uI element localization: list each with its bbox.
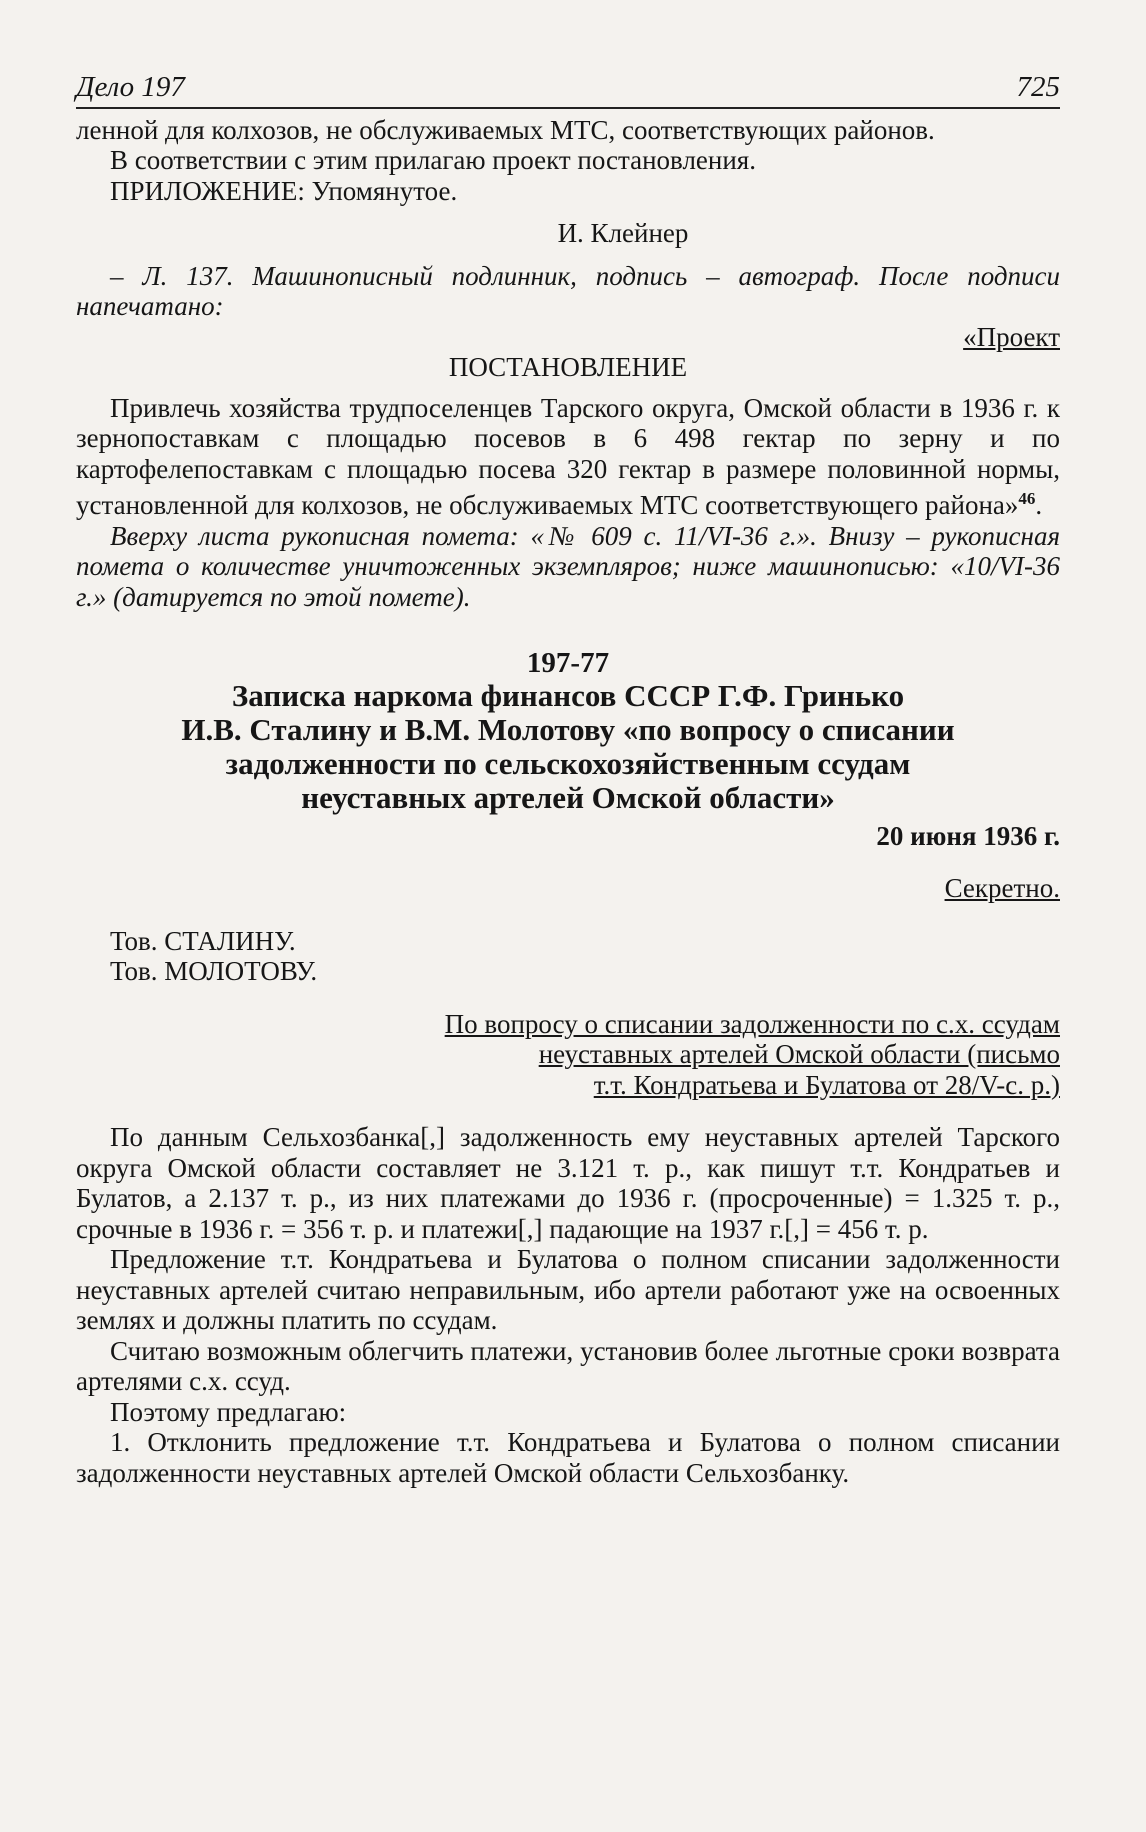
document-title: [76, 679, 1060, 815]
source-note: – Л. 137. Машинописный подлинник, подпись – автограф. После подписи напечатано:: [76, 260, 1060, 321]
archival-note: Вверху листа рукописная помета: «№ 609 с. 11/VI-36 г.». Внизу – рукописная помета о количестве уничтоженных экземпляров; ниже машинописью: «10/VI-36 г.» (датируется по этой помете).: [76, 520, 1060, 612]
running-head-case: Дело 197: [76, 71, 185, 103]
document-date: 20 июня 1936 г.: [876, 820, 1060, 851]
resolution-heading: ПОСТАНОВЛЕНИЕ: [448, 352, 688, 382]
addressee: Тов. МОЛОТОВУ.: [110, 956, 318, 986]
page: [76, 72, 1060, 1488]
intro-continuation: ленной для колхозов, не обслуживаемых МТС, соответствующих районов.: [76, 114, 935, 145]
appendix-line: ПРИЛОЖЕНИЕ: Упомянутое.: [110, 175, 458, 206]
addressee: Тов. СТАЛИНУ.: [110, 925, 296, 956]
title-line: И.В. Сталину и В.М. Молотову «по вопросу о списании: [181, 711, 955, 747]
subject-line: По вопросу о списании задолженности по с.х. ссудам: [444, 1008, 1060, 1039]
body-paragraph: Предложение т.т. Кондратьева и Булатова о полном списании задолженности неуставных артелей считаю неправильным, ибо артели работают уже на освоенных землях и должны платить по ссудам.: [76, 1244, 1060, 1335]
intro-line: В соответствии с этим прилагаю проект постановления.: [110, 145, 756, 175]
document-number: 197-77: [526, 647, 610, 679]
page-number: 725: [1016, 71, 1060, 103]
running-head: [76, 72, 1060, 109]
subject-block: [76, 1009, 1060, 1101]
title-line: задолженности по сельскохозяйственным ссудам: [225, 745, 911, 781]
subject-line: неуставных артелей Омской области (письмо: [538, 1039, 1060, 1069]
body-paragraph: Поэтому предлагаю:: [110, 1396, 347, 1427]
title-line: неуставных артелей Омской области»: [301, 779, 835, 815]
resolution-text: Привлечь хозяйства трудпоселенцев Тарского округа, Омской области в 1936 г. к зернопоставкам с площадью посевов в 6 498 гектар по зерну и по картофелепоставкам с площадью посева 320 гектар в размере половинной нормы, установленной для колхозов, не обслуживаемых МТС соответствующего района»$^{46}$.: [76, 392, 1060, 520]
signature: И. Клейнер: [557, 218, 689, 248]
body-paragraph: 1. Отклонить предложение т.т. Кондратьева и Булатова о полном списании задолженности неуставных артелей Омской области Сельхозбанку.: [76, 1427, 1060, 1488]
footnote-ref: 46: [1018, 489, 1036, 508]
title-line: Записка наркома финансов СССР Г.Ф. Гринько: [231, 677, 905, 713]
project-label: «Проект: [963, 321, 1060, 352]
classification: Секретно.: [944, 873, 1060, 903]
body-paragraph: По данным Сельхозбанка[,] задолженность ему неуставных артелей Тарского округа Омской области составляет не 3.121 т. р., как пишут т.т. Кондратьев и Булатов, а 2.137 т. р., из них платежами до 1936 г. (просроченные) = 1.325 т. р., срочные в 1936 г. = 356 т. р. и платежи[,] падающие на 1937 г.[,] = 456 т. р.: [76, 1122, 1060, 1244]
body-paragraph: Считаю возможным облегчить платежи, установив более льготные сроки возврата артелями с.х. ссуд.: [76, 1335, 1060, 1396]
subject-line: т.т. Кондратьева и Булатова от 28/V-с. р.): [593, 1069, 1060, 1100]
